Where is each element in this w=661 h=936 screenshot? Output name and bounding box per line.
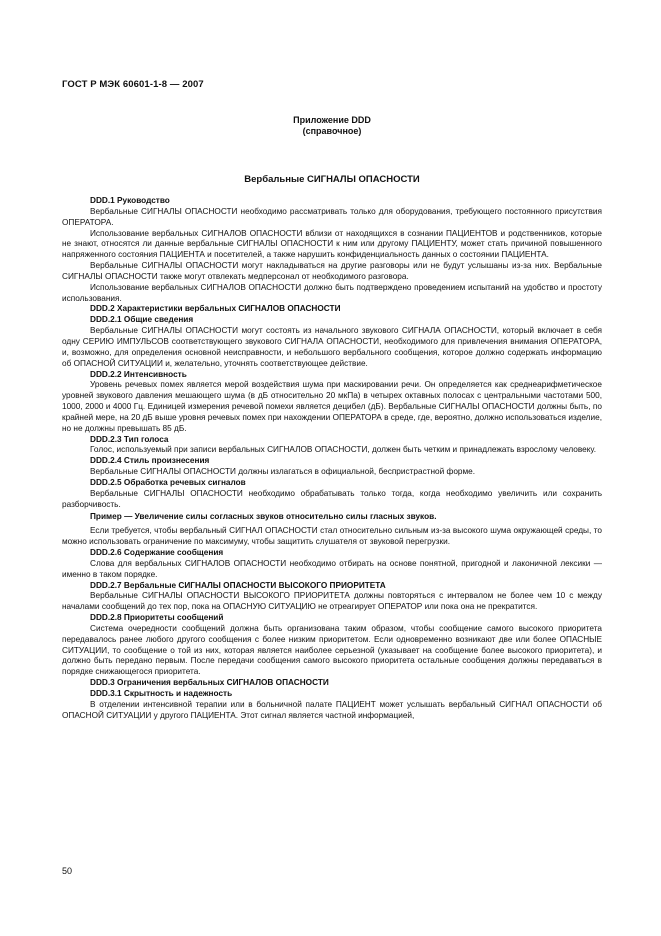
example-note: Пример — Увеличение силы согласных звуков относительно силы гласных звуков.	[90, 512, 437, 522]
paragraph: Вербальные СИГНАЛЫ ОПАСНОСТИ ВЫСОКОГО ПРИОРИТЕТА должны повторяться с интервалом не более чем 10 с между началами сообщений до тех пор, пока на ОПАСНУЮ СИТУАЦИЮ не отреагирует ОПЕРАТОР или пока она не прекратится.	[62, 591, 602, 612]
section-heading: DDD.1 Руководство	[90, 196, 170, 205]
paragraph: В отделении интенсивной терапии или в больничной палате ПАЦИЕНТ может услышать вербальный СИГНАЛ ОПАСНОСТИ об ОПАСНОЙ СИТУАЦИИ у другого ПАЦИЕНТА. Этот сигнал является частной информацией,	[62, 699, 602, 720]
appendix-label: Приложение DDD	[293, 115, 371, 125]
section-heading: DDD.2 Характеристики вербальных СИГНАЛОВ ОПАСНОСТИ	[90, 304, 341, 314]
section-heading: DDD.2.3 Тип голоса	[90, 434, 169, 444]
section-heading: DDD.2.6 Содержание сообщения	[90, 548, 224, 557]
section-heading: DDD.2.8 Приоритеты сообщений	[90, 613, 224, 623]
section-heading: DDD.2.4 Стиль произнесения	[90, 456, 210, 466]
page-number: 50	[62, 866, 73, 876]
section-heading: DDD.3.1 Скрытность и надежность	[90, 688, 233, 698]
section-heading: DDD.2.1 Общие сведения	[90, 315, 194, 325]
paragraph: Слова для вербальных СИГНАЛОВ ОПАСНОСТИ необходимо отбирать на основе понятной, пригодной и лаконичной лексики — именно в таком порядке.	[62, 558, 602, 579]
paragraph: Если требуется, чтобы вербальный СИГНАЛ ОПАСНОСТИ стал относительно сильным из-за высокого шума окружающей среды, то можно использовать ограничение по максимуму, чтобы защитить слушателя от звуковой перегрузки.	[62, 526, 602, 547]
section-heading: DDD.2.5 Обработка речевых сигналов	[90, 477, 246, 487]
paragraph: Использование вербальных СИГНАЛОВ ОПАСНОСТИ вблизи от находящихся в сознании ПАЦИЕНТОВ и родственников, которые не знают, относятся ли данные вербальные СИГНАЛЫ ОПАСНОСТИ к ним или другому ПАЦИЕНТУ, может стать причиной повышенного напряженного состояния ПАЦИЕНТА и посетителей, а также нарушить конфиденциальность данных о состоянии ПАЦИЕНТА.	[62, 228, 602, 260]
section-heading: DDD.2.2 Интенсивность	[90, 369, 187, 379]
paragraph: Вербальные СИГНАЛЫ ОПАСНОСТИ могут накладываться на другие разговоры или не будут услышаны из-за них. Вербальные СИГНАЛЫ ОПАСНОСТИ также могут отвлекать медперсонал от необходимого разговора.	[62, 261, 602, 281]
paragraph: Вербальные СИГНАЛЫ ОПАСНОСТИ должны излагаться в официальной, беспристрастной форме.	[90, 467, 476, 477]
paragraph: Вербальные СИГНАЛЫ ОПАСНОСТИ необходимо рассматривать только для оборудования, требующего постоянного присутствия ОПЕРАТОРА.	[62, 206, 602, 227]
section-heading: DDD.3 Ограничения вербальных СИГНАЛОВ ОПАСНОСТИ	[90, 678, 329, 688]
section-title: Вербальные СИГНАЛЫ ОПАСНОСТИ	[244, 174, 420, 185]
appendix-note: (справочное)	[302, 126, 362, 136]
document-code-header: ГОСТ Р МЭК 60601-1-8 — 2007	[62, 79, 204, 90]
paragraph: Использование вербальных СИГНАЛОВ ОПАСНОСТИ должно быть подтверждено проведением испытаний на удобство и простоту использования.	[62, 282, 602, 303]
document-body	[62, 196, 602, 722]
paragraph: Голос, используемый при записи вербальных СИГНАЛОВ ОПАСНОСТИ, должен быть четким и принадлежать взрослому человеку.	[90, 445, 596, 455]
paragraph: Вербальные СИГНАЛЫ ОПАСНОСТИ необходимо обрабатывать только тогда, когда необходимо увеличить или сохранить разборчивость.	[62, 488, 602, 509]
paragraph: Система очередности сообщений должна быть организована таким образом, чтобы сообщение самого высокого приоритета передавалось ранее любого другого сообщения с более низким приоритетом. Если одновременно возникают две или более ОПАСНЫЕ СИТУАЦИИ, то сообщение о той из них, которая является наиболее серьезной (указывает на сообщение более высокого приоритета), и должно быть передано первым. После передачи сообщения самого высокого приоритета остальные сообщения должны передаваться в порядке снижающегося приоритета.	[62, 623, 602, 677]
paragraph: Уровень речевых помех является мерой воздействия шума при маскировании речи. Он определяется как среднеарифметическое уровней звукового давления мешающего шума (в дБ относительно 20 мкПа) в четырех октавных полосах с центральными частотами 500, 1000, 2000 и 4000 Гц. Единицей измерения речевой помехи является децибел (дБ). Вербальные СИГНАЛЫ ОПАСНОСТИ должны быть, по крайней мере, на 20 дБ выше уровня речевых помех при нахождении ОПЕРАТОРА в среде, где, вероятно, должно использоваться изделие, но не должны превышать 85 дБ.	[62, 380, 602, 433]
paragraph: Вербальные СИГНАЛЫ ОПАСНОСТИ могут состоять из начального звукового СИГНАЛА ОПАСНОСТИ, который включает в себя одну СЕРИЮ ИМПУЛЬСОВ соответствующего звукового СИГНАЛА ОПАСНОСТИ, необходимого для привлечения внимания ОПЕРАТОРА, и, возможно, для определения основной неисправности, и небольшого вербального сообщения, которое должно содержать информацию об ОПАСНОЙ СИТУАЦИИ и, желательно, уточнять соответствующее действие.	[62, 326, 602, 368]
section-heading: DDD.2.7 Вербальные СИГНАЛЫ ОПАСНОСТИ ВЫСОКОГО ПРИОРИТЕТА	[90, 580, 386, 590]
